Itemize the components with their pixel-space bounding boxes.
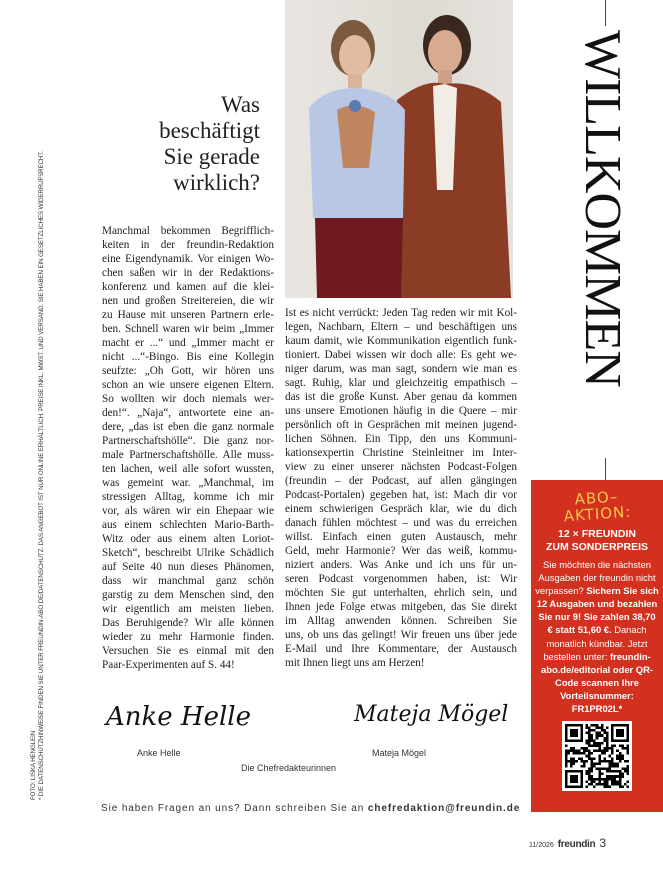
text-line: dass wir manchmal ganz schön: [102, 575, 274, 587]
qr-code[interactable]: [562, 721, 632, 791]
text-line: zu Hause mit unseren Partnern erle-: [102, 309, 274, 321]
heading-line: Was: [220, 92, 260, 117]
text-line: sagt. Ruhig, klar und gleichzeitig empathisch –: [285, 377, 517, 389]
promo-text-part: Sie möchten die nächsten Ausgaben der freundin nicht verpassen?: [535, 559, 656, 597]
text-line: ben. Schnell waren wir beim „Immer: [102, 323, 274, 335]
text-line: Witz oder aus einem alten Loriot-: [102, 533, 274, 545]
page-heading: [159, 92, 260, 196]
text-line: male Partnerschaftshölle. Alle muss-: [102, 449, 274, 461]
text-line: auf Seite 40 nun dieses Phänomen,: [102, 561, 274, 573]
text-line: mit Ihnen liegt uns am Herzen!: [285, 657, 425, 669]
text-line: Partnerschaftshölle“. Die ganz nor-: [102, 435, 274, 447]
text-line: So wollten wir doch niemals wer-: [102, 393, 274, 405]
signature-text: Mateja Mögel: [354, 702, 509, 727]
text-line: wir eigentlich am meisten lieben.: [102, 603, 274, 615]
badge-line: ABO–: [574, 487, 619, 509]
signature-anke-helle: [106, 702, 251, 732]
text-line: garstig zu dem Menschen sind, den: [102, 589, 274, 601]
text-line: keiten in der freundin-Redaktion: [102, 239, 274, 251]
text-line: schon an wie unsere eigenen Eltern.: [102, 379, 274, 391]
signature-mateja-moegel: [354, 700, 508, 730]
text-line: eine Eigendynamik. Vor einigen Wo-: [102, 253, 274, 265]
page-number: 3: [599, 836, 606, 850]
text-line: kaum damit, wie Kommunikation eigentlich funk-: [285, 335, 517, 347]
text-line: E-Mail und Ihre Kommentare, der Austausch: [285, 643, 517, 655]
right-editor-name: Mateja Mögel: [372, 748, 427, 758]
editors-photo: [285, 0, 513, 298]
brand-logo: freundin: [557, 839, 596, 850]
left-editor-name: Anke Helle: [137, 748, 181, 758]
text-line: Ihnen jede Folge etwas mitgeben, das Sie direkt: [285, 601, 517, 613]
text-line: kationsexpertin Christine Steinleitner im Inter-: [285, 447, 517, 459]
text-line: Paar-Experimenten auf S. 44!: [102, 659, 235, 671]
text-line: nicht ...“-Bingo. Bis eine Kollegin: [102, 351, 274, 363]
text-line: den!“. „Naja“, antwortete eine an-: [102, 407, 274, 419]
text-line: vor, als wären wir ein Ehepaar wie: [102, 505, 274, 517]
promo-text: [531, 558, 663, 715]
text-line: lichen Söhnen. Ein Tipp, den uns Kommuni-: [285, 433, 517, 445]
text-line: stressigen Alltag, komme ich mir: [102, 491, 274, 503]
text-line: chen saßen wir in der Redaktions-: [102, 267, 274, 279]
text-line: dere, „das ist eben die ganz normale: [102, 421, 274, 433]
text-line: uns, ob uns das gelingt! Wir freuen uns über jede: [285, 629, 517, 641]
text-line: tioniert. Dabei wissen wir doch alle: Es geht we-: [285, 349, 517, 361]
headline-line: 12 × FREUNDIN: [558, 528, 636, 540]
editorial-right-column: [285, 306, 517, 670]
contact-line: [101, 803, 520, 815]
text-line: persönlich oft in Gesprächen mit meinen jugend-: [285, 419, 517, 431]
badge-line: AKTION:: [563, 502, 632, 526]
text-line: wieder zu mehr Harmonie finden.: [102, 631, 274, 643]
text-line: Geld, mehr Harmonie? Wer das weiß, kommu-: [285, 545, 517, 557]
contact-text: Sie haben Fragen an uns? Dann schreiben Sie an: [101, 803, 368, 814]
issue-number: 11/2026: [529, 842, 554, 849]
promo-offer: Sichern Sie sich 12 Ausgaben und bezahlen Sie nur 9! Sie zahlen 38,70 € statt 51,60 €.: [536, 585, 659, 636]
abo-aktion-badge: [530, 485, 663, 526]
headline-line: ZUM SONDERPREIS: [545, 541, 649, 553]
text-line: einem schwierigen Gespräch klar, wie du dich: [285, 503, 517, 515]
text-line: seren Podcast vorgenommen haben, ist: Wir: [285, 573, 517, 585]
text-line: Das Beruhigende? Wir alle können: [102, 617, 274, 629]
text-line: Ist es nicht verrückt: Jeden Tag reden wir mit Kol-: [285, 307, 517, 319]
text-line: Versuchen Sie es einmal mit den: [102, 645, 274, 657]
promo-headline: [531, 528, 663, 554]
editors-role: Die Chefredakteurinnen: [241, 763, 337, 773]
title-rule-bottom: [605, 458, 606, 480]
text-line: seufzte: „Oh Gott, wir hören uns: [102, 365, 274, 377]
side-credits: [30, 151, 46, 800]
text-line: niger darum, was man sagt, sondern wie man es: [285, 363, 517, 375]
text-line: Podcast-Portalen) gegeben hat, ist: Mach dir vor: [285, 489, 517, 501]
text-line: ten lachen, weil alle sofort wussten,: [102, 463, 274, 475]
text-line: danach fühlen möchtest – und was du erreichen: [285, 517, 517, 529]
text-line: im Alltag anwenden können. Schreiben Sie: [285, 615, 517, 627]
text-line: konferenz und kamen auf die klei-: [102, 281, 274, 293]
text-line: nen und großen Streitereien, die wir: [102, 295, 274, 307]
text-line: Sketch“, beschreibt Ulrike Schädlich: [102, 547, 274, 559]
promo-text-part: Danach monatlich kündbar. Jetzt bestellen unter:: [543, 624, 648, 662]
text-line: willst. Einfach einen guten Austausch, mehr: [285, 531, 517, 543]
page-footer: [529, 836, 606, 850]
promo-order-link[interactable]: freundin-abo.de/editorial oder QR-Code scannen Ihre Vorteilsnummer: FR1PR02L*: [541, 650, 653, 715]
text-line: das ist die große Kunst. Aber genau da kommen: [285, 391, 517, 403]
heading-line: wirklich?: [173, 170, 260, 195]
legal-disclaimer: * DIE DATENSCHUTZHINWEISE FINDEN SIE UNTER FREUNDIN-ABO.DE/DATENSCHUTZ. DAS ANGEBOT IST NUR ONLINE ERHÄLTLICH. PREISE INKL. MWST. UND VERSAND. SIE HABEN EIN GESETZLICHES WIDERRUFSRECHT.: [38, 151, 45, 800]
subscription-promo-box: [531, 480, 663, 812]
signature-text: Anke Helle: [106, 702, 252, 732]
text-line: möchten Sie gut unterhalten, ehrlich sein, und: [285, 587, 517, 599]
text-line: view zu einer unserer nächsten Podcast-Folgen: [285, 461, 517, 473]
text-line: uns unsere Emotionen häufig in die Quere – mir: [285, 405, 517, 417]
text-line: was gemeint war. „Manchmal, im: [102, 477, 274, 489]
contact-email-link[interactable]: chefredaktion@freundin.de: [367, 803, 521, 814]
text-line: aus einem schlechten Mario-Barth-: [102, 519, 274, 531]
heading-line: beschäftigt: [159, 118, 260, 143]
title-rule-top: [605, 0, 606, 26]
editorial-left-column: [102, 224, 274, 672]
text-line: (freundin – der Podcast, auf allen gängingen: [285, 475, 517, 487]
text-line: macht er ...“ und „Immer macht er: [102, 337, 274, 349]
section-title: WILLKOMMEN: [574, 30, 631, 387]
text-line: niziert anders. Was Anke und ich uns für un-: [285, 559, 517, 571]
photo-credit: FOTO: LISKA HENGLEIN: [30, 730, 37, 800]
text-line: Manchmal bekommen Begrifflich-: [102, 225, 274, 237]
text-line: legen, Nachbarn, Eltern – und beschäftigen uns: [285, 321, 517, 333]
heading-line: Sie gerade: [163, 144, 260, 169]
